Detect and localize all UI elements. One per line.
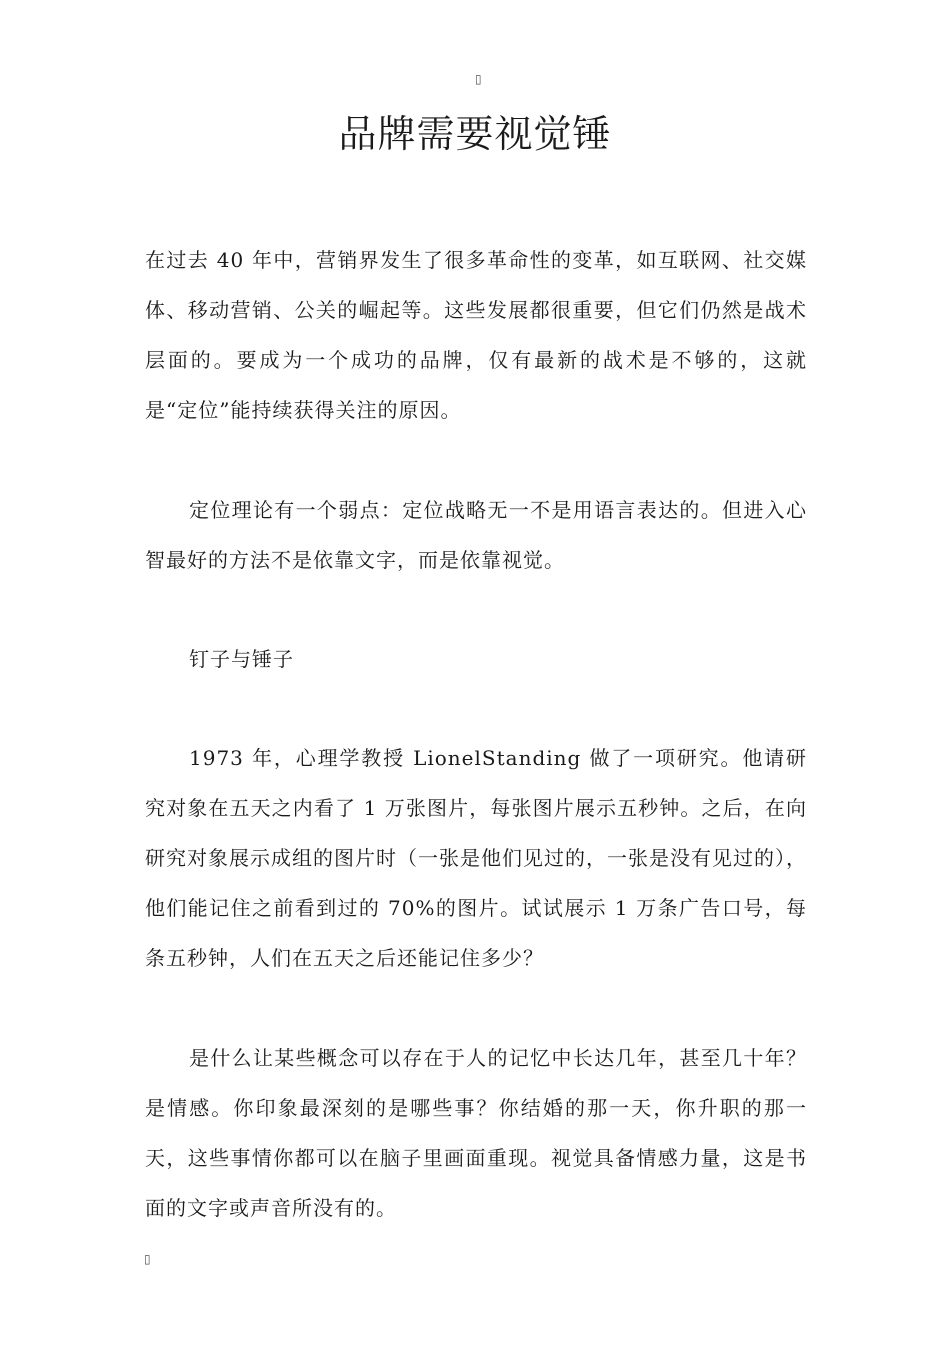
paragraph-standing-study: 1973 年，心理学教授 LionelStanding 做了一项研究。他请研究对象在五天之内看了 1 万张图片，每张图片展示五秒钟。之后，在向研究对象展示成组的图片时（一张是他们见过的，一张是没有见过的），他们能记住之前看到过的 70%的图片。试试展示 1 万条广告口号，每条五秒钟，人们在五天之后还能记住多少？: [145, 746, 807, 970]
document-title: 品牌需要视觉锤: [338, 112, 612, 156]
placeholder-glyph-top: ▯: [475, 72, 482, 86]
section-heading-nail-and-hammer: 钉子与锤子: [189, 647, 294, 671]
paragraph-emotion: 是什么让某些概念可以存在于人的记忆中长达几年，甚至几十年？是情感。你印象最深刻的是哪些事？你结婚的那一天，你升职的那一天，这些事情你都可以在脑子里画面重现。视觉具备情感力量，这是书面的文字或声音所没有的。: [145, 1046, 807, 1220]
paragraph-positioning-weakness: 定位理论有一个弱点：定位战略无一不是用语言表达的。但进入心智最好的方法不是依靠文字，而是依靠视觉。: [145, 498, 807, 572]
placeholder-glyph-bottom: ▯: [144, 1252, 151, 1266]
paragraph-intro: 在过去 40 年中，营销界发生了很多革命性的变革，如互联网、社交媒体、移动营销、公关的崛起等。这些发展都很重要，但它们仍然是战术层面的。要成为一个成功的品牌，仅有最新的战术是不够的，这就是“定位”能持续获得关注的原因。: [145, 248, 807, 422]
